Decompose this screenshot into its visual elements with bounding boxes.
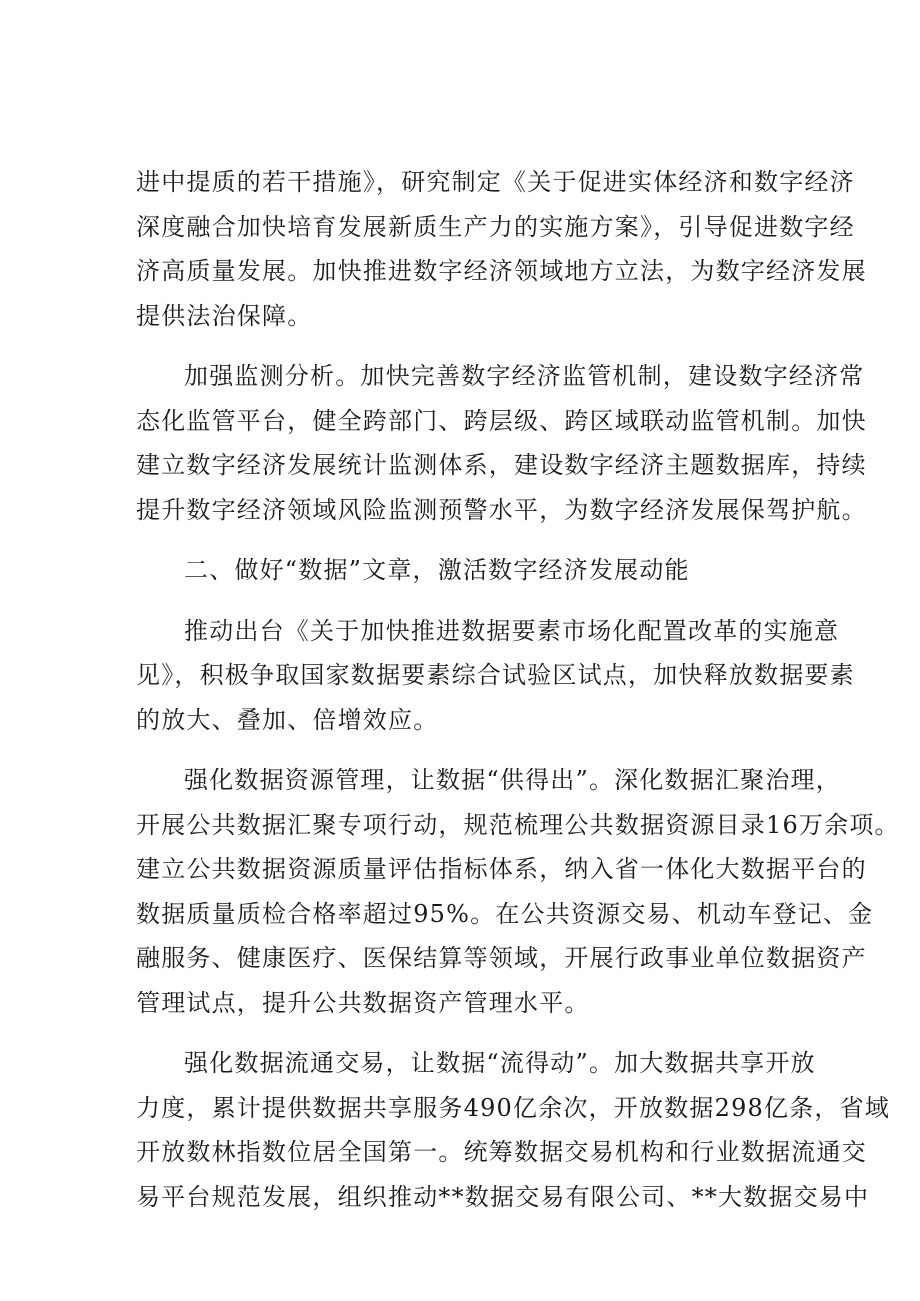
text-line: 数据质量质检合格率超过95%。在公共资源交易、机动车登记、金	[136, 899, 874, 928]
text-line: 强化数据流通交易，让数据“流得动”。加大数据共享开放	[184, 1049, 816, 1077]
paragraph-6	[136, 1041, 891, 1219]
text-line: 济高质量发展。加快推进数字经济领域地方立法，为数字经济发展	[136, 257, 867, 285]
text-line: 二、做好“数据”文章，激活数字经济发展动能	[184, 556, 690, 584]
text-line: 的放大、叠加、倍增效应。	[136, 705, 439, 734]
paragraph-2	[136, 354, 867, 532]
paragraph-1	[136, 160, 867, 338]
text-line: 力度，累计提供数据共享服务490亿余次，开放数据298亿条，省域	[136, 1093, 891, 1122]
text-line: 加强监测分析。加快完善数字经济监管机制，建设数字经济常	[184, 362, 865, 390]
text-line: 态化监管平台，健全跨部门、跨层级、跨区域联动监管机制。加快	[136, 406, 867, 435]
document-body	[136, 160, 900, 1219]
text-line: 管理试点，提升公共数据资产管理水平。	[136, 988, 590, 1017]
paragraph-4	[136, 609, 855, 743]
text-line: 开放数林指数位居全国第一。统筹数据交易机构和行业数据流通交	[136, 1138, 867, 1166]
text-line: 融服务、健康医疗、医保结算等领域，开展行政事业单位数据资产	[136, 944, 867, 972]
text-line: 建立数字经济发展统计监测体系，建设数字经济主题数据库，持续	[136, 451, 867, 479]
text-line: 开展公共数据汇聚专项行动，规范梳理公共数据资源目录16万余项。	[136, 810, 900, 839]
text-line: 进中提质的若干措施》，研究制定《关于促进实体经济和数字经济	[136, 168, 855, 196]
text-line: 建立公共数据资源质量评估指标体系，纳入省一体化大数据平台的	[136, 855, 867, 883]
text-line: 推动出台《关于加快推进数据要素市场化配置改革的实施意	[184, 616, 840, 645]
paragraph-5	[136, 758, 900, 1025]
text-line: 易平台规范发展，组织推动**数据交易有限公司、**大数据交易中	[136, 1182, 870, 1211]
section-heading	[136, 548, 800, 593]
text-line: 提供法治保障。	[136, 301, 313, 330]
text-line: 深度融合加快培育发展新质生产力的实施方案》，引导促进数字经	[136, 212, 855, 241]
text-line: 提升数字经济领域风险监测预警水平，为数字经济发展保驾护航。	[136, 495, 867, 524]
text-line: 见》，积极争取国家数据要素综合试验区试点，加快释放数据要素	[136, 661, 855, 689]
text-line: 强化数据资源管理，让数据“供得出”。深化数据汇聚治理，	[184, 766, 841, 794]
